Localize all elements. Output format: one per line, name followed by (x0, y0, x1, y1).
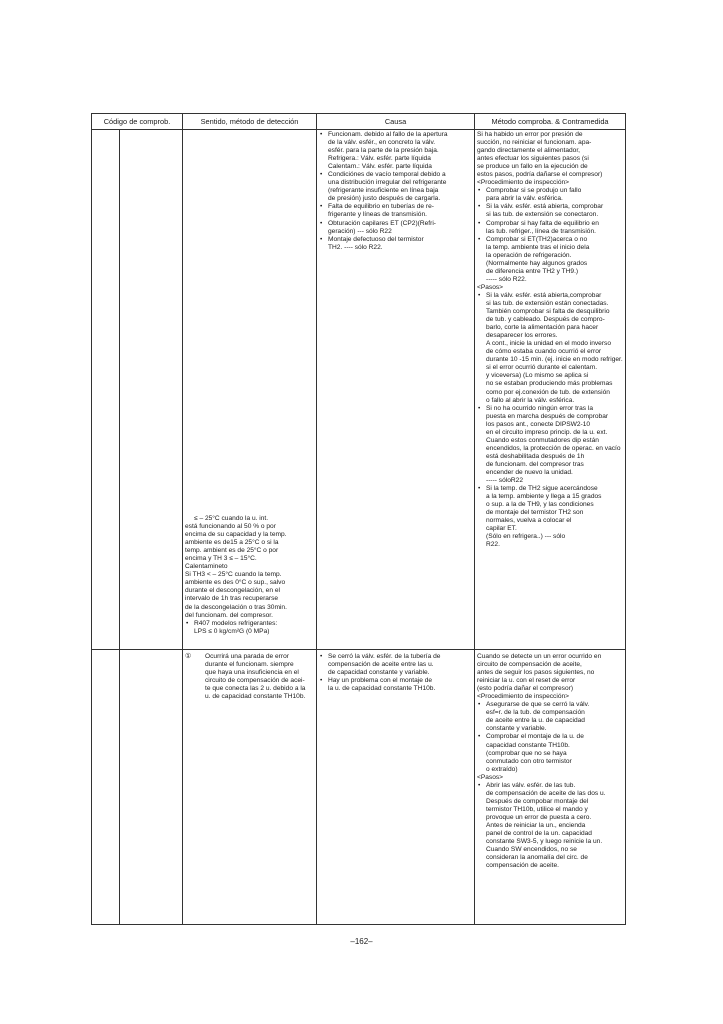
text-line: ≤ – 25°C cuando la u. int. (194, 515, 269, 522)
text-line: de diferencia entre TH2 y TH9.) (486, 267, 579, 275)
text-line: encima y TH 3 ≤ – 15°C. (185, 555, 257, 563)
text-line: conmutado con otro termistor (486, 757, 572, 765)
text-line: las tub. refriger., línea de transmisión. (486, 227, 596, 235)
cause-cell (317, 130, 475, 650)
text-line: (comprobar que no se haya (486, 749, 567, 757)
text-line: A cont., inicie la unidad en el modo inverso (486, 340, 611, 348)
table-row (92, 650, 626, 925)
text-line: Calentam.: Válv. esfér. parte líquida (328, 163, 432, 171)
text-line: • Si la válv. esfér. está abierta, comprobar (477, 203, 623, 211)
text-line: <Procedimiento de inspección> (477, 693, 570, 701)
text-line: circuito de compensación de aceite, (477, 661, 582, 669)
text-line: ambiente es des 0°C o sup., salvo (185, 579, 286, 587)
text-line: provoque un error de puesta a cero. (486, 813, 592, 821)
text-line: intervalo de 1h tras recuperarse (185, 595, 279, 603)
text-line: antes efectuar los siguientes pasos (si (477, 155, 589, 163)
text-line: • Abrir las válv. esfér. de las tub. (477, 782, 623, 790)
text-line: • Asegurarse de que se cerró la válv. (477, 701, 623, 709)
text-line: como por ej.conexión de tub. de extensión (486, 388, 610, 396)
text-line: • R407 modelos refrigerantes: (185, 620, 314, 628)
cause-cell (317, 650, 475, 925)
detection-cell (183, 130, 317, 650)
diagnostic-table (91, 113, 626, 925)
text-line: de tub. y cableado. Después de compro- (486, 316, 605, 324)
detection-cell (183, 650, 317, 925)
text-line: • Si la válv. esfér. está abierta,comprobar (477, 292, 623, 300)
text-line: termistor TH10b, utilice el mando y (486, 805, 588, 813)
text-line: Si ha habido un error por presión de (477, 131, 583, 138)
text-line: o extraído) (486, 765, 518, 773)
text-line: esf=r. de la tub. de compensación (486, 709, 585, 717)
circled-number-one: ① (185, 653, 192, 660)
text-line: de la descongelación o tras 30min. (185, 603, 287, 611)
text-line: • Funcionam. debido al fallo de la apertura (319, 131, 472, 139)
text-line: • Comprobar el montaje de la u. de (477, 733, 623, 741)
text-line: de la válv. esfér., en concreto la válv. (328, 139, 436, 147)
text-line: capacidad constante TH10b. (486, 741, 570, 749)
text-line: durante el funcionam. siempre (205, 661, 294, 669)
text-line: ----- sólo R22. (486, 275, 527, 283)
text-line: R22. (486, 541, 500, 549)
text-line: puesta en marcha después de comprobar (486, 412, 609, 420)
header-cause: Causa (317, 114, 475, 130)
method-cell (475, 130, 626, 650)
text-line: para abrir la válv. esférica. (486, 195, 563, 203)
text-line: (Normalmente hay algunos grados (486, 259, 588, 267)
text-line: o sup. a la de TH9, y las condiciones (486, 501, 594, 509)
header-method: Método comproba. & Contramedida (475, 114, 626, 130)
text-line: Calentamineto (185, 563, 228, 571)
text-line: la operación de refrigeración. (486, 251, 572, 259)
text-line: la temp. ambiente tras el inicio dela (486, 243, 590, 251)
text-line: constante y variable. (486, 725, 547, 733)
text-line: si las tub. de extensión están conectadas. (486, 299, 609, 307)
code-cell (92, 650, 183, 925)
text-line: la u. de capacidad constante TH10b. (328, 685, 436, 693)
text-line: barlo, corte la alimentación para hacer (486, 324, 599, 332)
header-detection: Sentido, método de detección (183, 114, 317, 130)
text-line: normales, vuelva a colocar el (486, 517, 572, 525)
text-line: compensación de aceite. (486, 862, 559, 870)
header-row (92, 114, 626, 130)
text-line: reiniciar la u. con el reset de error (477, 677, 576, 685)
text-line: de compensación de aceite de las dos u. (486, 789, 606, 797)
text-line: • Comprobar si hay falta de equilibrio en (477, 220, 623, 228)
text-line: de montaje del termistor TH2 son (486, 509, 584, 517)
text-line: gando directamente el alimentador, (477, 147, 581, 155)
text-line: <Pasos> (477, 773, 504, 781)
text-line: que haya una insuficiencia en el (205, 669, 299, 677)
text-line: Ocurrirá una parada de error (205, 653, 289, 660)
text-line: • Montaje defectuoso del termistor (319, 236, 472, 244)
text-line: te que conecta las 2 u. debido a la (205, 685, 306, 693)
text-line: Cuando SW encendidos, no se (486, 846, 577, 854)
code-cell (92, 130, 183, 650)
text-line: También comprobar si falta de desquilibrio (486, 308, 610, 316)
text-line: ----- sóloR22 (486, 477, 524, 485)
text-line: • Condiciónes de vacío temporal debido a (319, 171, 472, 179)
text-line: si el error ocurrió durante el calentam. (486, 364, 598, 372)
text-line: Cuando estos conmutadores dip están (486, 436, 599, 444)
text-line: Si TH3 < – 25°C cuando la temp. (185, 571, 282, 579)
text-line: • Si la temp. de TH2 sigue acercándose (477, 485, 623, 493)
method-cell (475, 650, 626, 925)
text-line: estos pasos, podría dañarse el compresor) (477, 171, 603, 179)
text-line: • Comprobar si ET(TH2)acerca o no (477, 236, 623, 244)
text-line: • Se cerró la válv. esfér. de la tubería de (319, 653, 472, 661)
header-code: Código de comprob. (92, 114, 183, 130)
table-row (92, 130, 626, 650)
text-line: Después de compobar montaje del (486, 797, 589, 805)
text-line: no se estaban produciendo más problemas (486, 380, 613, 388)
text-line: a la temp. ambiente y llega a 15 grados (486, 493, 602, 501)
text-line: constante SW3-5, y luego reinicie la un. (486, 838, 603, 846)
text-line: de cómo estaba cuando ocurrió el error (486, 348, 602, 356)
text-line: geración) --- sólo R22 (328, 227, 392, 235)
text-line: antes de seguir los pasos siguientes, no (477, 669, 595, 677)
text-line: capilar ET. (486, 525, 517, 533)
text-line: Antes de reiniciar la un., encienda (486, 821, 586, 829)
text-line: de capacidad constante y variable. (328, 669, 430, 677)
text-line: • Obturación capilares ET (CP2)(Refri- (319, 220, 472, 228)
text-line: frigerante y líneas de transmisión. (328, 211, 427, 219)
text-line: <Procedimiento de inspección> (477, 179, 570, 187)
text-line: durante el descongelación, en el (185, 587, 280, 595)
text-line: consideran la anomalía del circ. de (486, 854, 588, 862)
text-line: en el circuito impreso princip. de la u. ext. (486, 428, 608, 436)
text-line: encima de su capacidad y la temp. (185, 531, 287, 539)
text-line: encendidos, la protección de operac. en vacío (486, 444, 621, 452)
text-line: está funcionando al 50 % o por (185, 523, 276, 531)
text-line: Refrigera.: Válv. esfér. parte líquida (328, 155, 431, 163)
text-line: • Comprobar si se produjo un fallo (477, 187, 623, 195)
text-line: y viceversa) (Lo mismo se aplica si (486, 372, 589, 380)
text-line: (refrigerante insuficiente en línea baja (328, 187, 439, 195)
text-line: desaparecer los errores. (486, 332, 558, 340)
text-line: • Hay un problema con el montaje de (319, 677, 472, 685)
text-line: se produce un fallo en la ejecución de (477, 163, 588, 171)
text-line: u. de capacidad constante TH10b. (205, 693, 306, 701)
text-line: (Sólo en refrigera..) --- sólo (486, 533, 566, 541)
text-line: TH2. ---- sólo R22. (328, 243, 383, 251)
text-line: Cuando se detecte un un error ocurrido en (477, 653, 602, 660)
text-line: de funcionam. del compresor tras (486, 460, 584, 468)
text-line: de aceite entre la u. de capacidad (486, 717, 585, 725)
text-line: • Si no ha ocurrido ningún error tras la (477, 405, 623, 413)
text-line: está deshabilitada después de 1h (486, 452, 585, 460)
page-number: –162– (350, 937, 373, 946)
text-line: LPS ≤ 0 kg/cm²G (0 MPa) (194, 627, 270, 635)
text-line: circuito de compensación de acei- (205, 677, 305, 685)
text-line: una distribución irregular del refrigerante (328, 179, 447, 187)
text-line: del funcionam. del compresor. (185, 611, 273, 619)
text-line: si las tub. de extensión se conectaron. (486, 211, 599, 219)
text-line: <Pasos> (477, 283, 504, 291)
text-line: esfér. para la parte de la presión baja. (328, 147, 439, 155)
text-line: de presión) justo después de cargarla. (328, 195, 441, 203)
text-line: ambiente es de15 a 25°C o si la (185, 539, 279, 547)
text-line: los pasos ant., conecte DIPSW2-10 (486, 420, 591, 428)
text-line: compensación de aceite entre las u. (328, 661, 434, 669)
text-line: encender de nuevo la unidad. (486, 468, 573, 476)
text-line: (esto podría dañar el compresor) (477, 685, 574, 693)
text-line: • Falta de equilibrio en tuberías de re- (319, 203, 472, 211)
text-line: durante 10 -15 min. (ej. inicie en modo refriger. (486, 356, 623, 364)
text-line: o fallo al abrir la válv. esférica. (486, 396, 575, 404)
text-line: succión, no reiniciar el funcionam. apa- (477, 139, 592, 147)
text-line: temp. ambient es de 25°C o por (185, 547, 279, 555)
text-line: panel de control de la un. capacidad (486, 830, 592, 838)
